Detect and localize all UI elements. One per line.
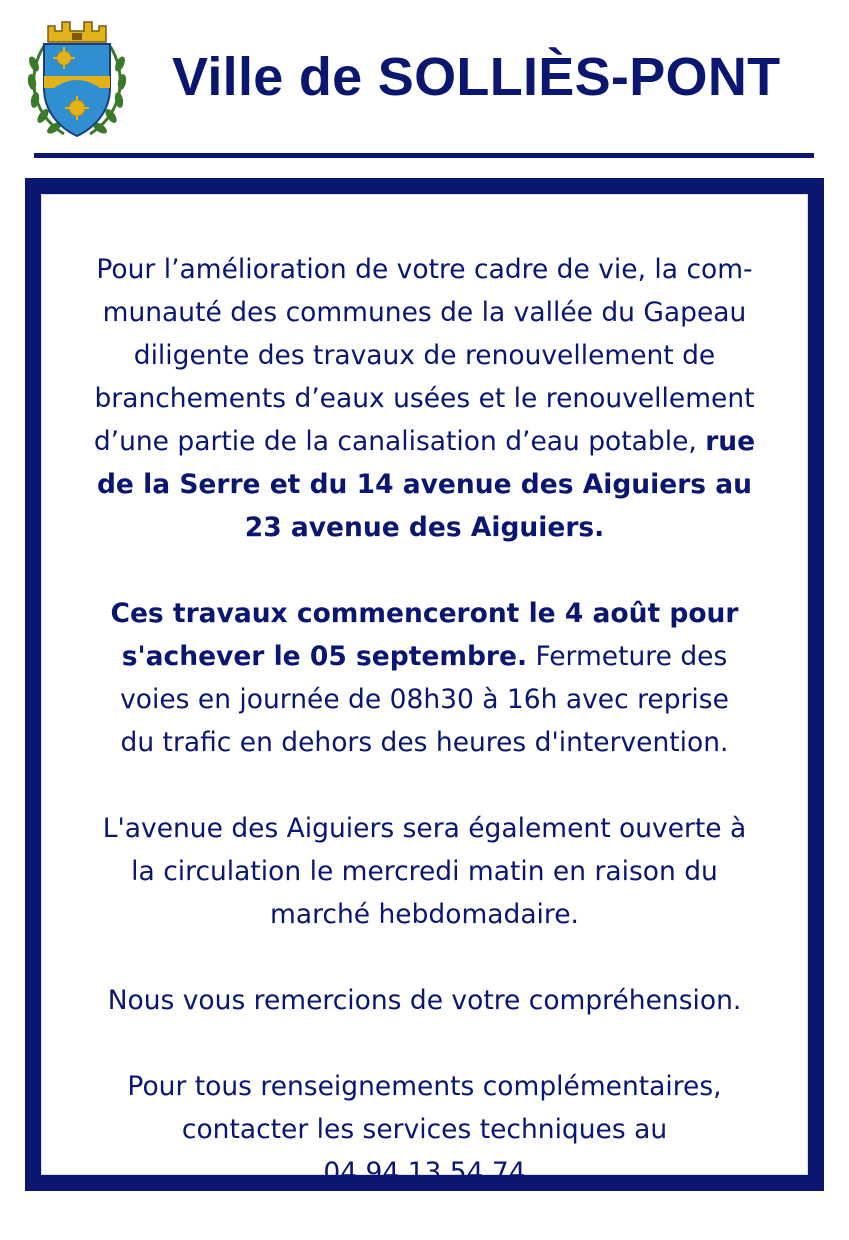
text-line: Pour tous renseignements complémentaires, <box>127 1071 722 1102</box>
text-segment: d’une partie de la canalisation d’eau potable, <box>93 426 706 457</box>
text-line: voies en journée de 08h30 à 16h avec reprise <box>120 684 729 715</box>
notice-paragraph-schedule <box>55 592 794 764</box>
page-header <box>0 0 849 160</box>
text-line <box>55 420 794 463</box>
text-line: contacter les services techniques au <box>181 1114 668 1145</box>
notice-frame <box>25 178 824 1191</box>
page-title: Ville de SOLLIÈS-PONT <box>172 47 781 107</box>
header-divider <box>34 153 814 158</box>
notice-paragraph-thanks <box>55 979 794 1022</box>
text-line: diligente des travaux de renouvellement de <box>133 340 716 371</box>
text-line <box>55 506 794 549</box>
text-line: la circulation le mercredi matin en raison du <box>131 856 718 887</box>
text-line <box>55 463 794 506</box>
notice-body <box>41 248 808 1194</box>
paragraph-spacer <box>41 549 808 592</box>
text-segment: Fermeture des <box>527 641 728 672</box>
text-line: Pour l’amélioration de votre cadre de vie, la com- <box>96 254 753 285</box>
text-line: munauté des communes de la vallée du Gapeau <box>102 297 747 328</box>
street-location: rue <box>705 426 756 457</box>
text-line: branchements d’eaux usées et le renouvellement <box>94 383 755 414</box>
phone-number: 04 94 13 54 74 <box>323 1157 526 1188</box>
notice-paragraph-contact <box>55 1065 794 1194</box>
text-line <box>55 635 794 678</box>
text-line: Nous vous remercions de votre compréhension. <box>107 985 742 1016</box>
text-line <box>55 592 794 635</box>
street-location: de la Serre et du 14 avenue des Aiguiers au <box>96 469 753 500</box>
notice-paragraph-market <box>55 807 794 936</box>
paragraph-spacer <box>41 936 808 979</box>
text-line: du trafic en dehors des heures d'intervention. <box>120 727 729 758</box>
schedule-dates: Ces travaux commenceront le 4 août pour <box>110 598 739 629</box>
town-crest-icon <box>24 16 130 142</box>
text-line: marché hebdomadaire. <box>270 899 579 930</box>
schedule-dates: s'achever le 05 septembre. <box>121 641 528 672</box>
street-location: 23 avenue des Aiguiers. <box>244 512 605 543</box>
paragraph-spacer <box>41 764 808 807</box>
text-line: L'avenue des Aiguiers sera également ouverte à <box>102 813 747 844</box>
paragraph-spacer <box>41 1022 808 1065</box>
notice-paragraph-works <box>55 248 794 549</box>
